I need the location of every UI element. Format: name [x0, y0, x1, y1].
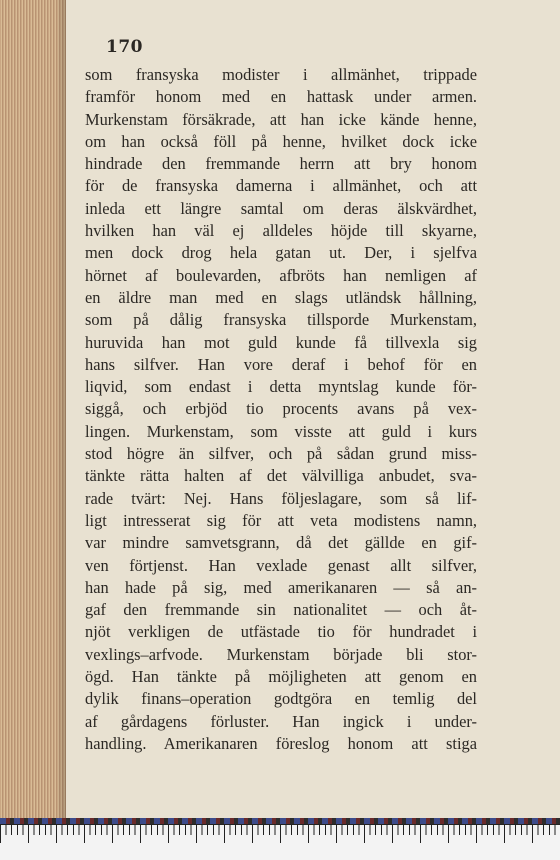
text-line: om han också föll på henne, hvilket dock icke	[85, 131, 477, 151]
text-line: tänkte rätta halten af det välvilliga anbudet, sva-	[85, 466, 477, 486]
text-line: hans silfver. Han vore deraf i behof för en	[85, 354, 477, 374]
text-line: framför honom med en hattask under armen.	[85, 87, 477, 107]
text-line: dylik finans–operation godtgöra en temlig del	[85, 689, 477, 709]
text-line: men dock drog hela gatan ut. Der, i sjelfva	[85, 243, 477, 263]
ruler-ticks	[0, 825, 560, 860]
text-line: lingen. Murkenstam, som visste att guld i kurs	[85, 421, 477, 441]
text-line: ven förtjenst. Han vexlade genast allt silfver,	[85, 555, 477, 575]
text-line: han hade på sig, med amerikanaren — så an-	[85, 577, 477, 597]
text-line: som på dålig fransyska tillsporde Murkenstam,	[85, 310, 477, 330]
text-line: stod högre än silfver, och på sådan grund miss-	[85, 444, 477, 464]
text-line: hindrade den fremmande herrn att bry honom	[85, 154, 477, 174]
text-line: var mindre samvetsgrann, då det gällde en gif-	[85, 533, 477, 553]
text-line: liqvid, som endast i detta myntslag kunde för-	[85, 377, 477, 397]
text-line: hvilken han väl ej alldeles höjde till skyarne,	[85, 221, 477, 241]
text-line: huruvida han mot guld kunde få tillvexla sig	[85, 332, 477, 352]
body-text	[85, 64, 477, 755]
book-page-edges	[0, 0, 66, 818]
text-line: för de fransyska damerna i allmänhet, och att	[85, 176, 477, 196]
text-line: siggå, och erbjöd tio procents avans på vex-	[85, 399, 477, 419]
text-line: vexlings–arfvode. Murkenstam började bli stor-	[85, 644, 477, 664]
text-line: af gårdagens förluster. Han ingick i under-	[85, 711, 477, 731]
text-line: inleda ett längre samtal om deras älskvärdhet,	[85, 198, 477, 218]
text-line: njöt verkligen de utfästade tio för hundradet i	[85, 622, 477, 642]
text-line: som fransyska modister i allmänhet, trippade	[85, 65, 477, 84]
text-line: handling. Amerikanaren föreslog honom att stiga	[85, 733, 477, 753]
text-line: en äldre man med en slags utländsk hållning,	[85, 287, 477, 307]
text-line: Murkenstam försäkrade, att han icke kände henne,	[85, 109, 477, 129]
page-number: 170	[106, 37, 143, 57]
text-line: ögd. Han tänkte på möjligheten att genom en	[85, 667, 477, 687]
text-line: hörnet af boulevarden, afbröts han nemligen af	[85, 265, 477, 285]
text-line: rade tvärt: Nej. Hans följeslagare, som så lif-	[85, 488, 477, 508]
text-line: gaf den fremmande sin nationalitet — och åt-	[85, 600, 477, 620]
text-line: ligt intresserat sig för att veta modistens namn,	[85, 510, 477, 530]
scan-ruler	[0, 824, 560, 860]
